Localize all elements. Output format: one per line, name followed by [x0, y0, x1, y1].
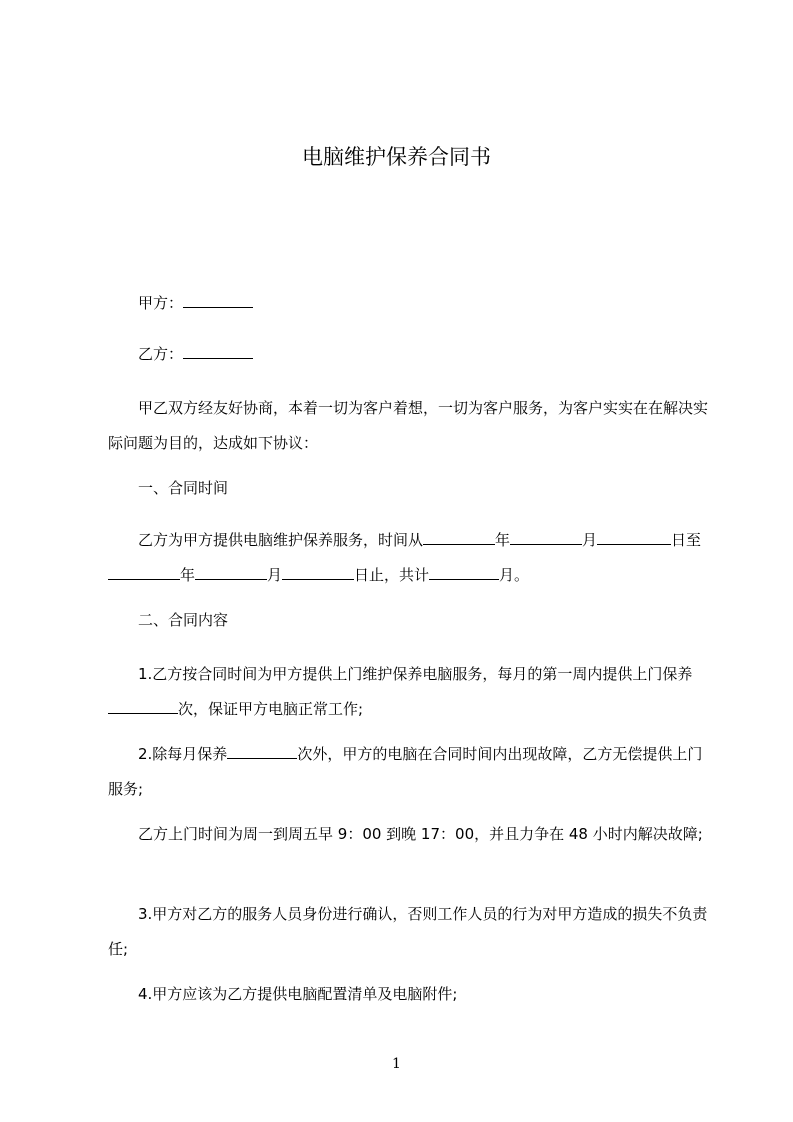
- start-month-blank[interactable]: [510, 530, 582, 545]
- page-number: 1: [392, 1056, 401, 1072]
- section1-paragraph: [108, 523, 708, 593]
- total-months-blank[interactable]: [429, 565, 499, 580]
- month-end-text: 月。: [499, 566, 530, 584]
- service-hours-paragraph: 乙方上门时间为周一到周五早 9：00 到晚 17：00，并且力争在 48 小时内解决故障;: [138, 825, 703, 843]
- item1-text-start: 1.乙方按合同时间为甲方提供上门维护保养电脑服务，每月的第一周内提供上门保养: [138, 665, 693, 683]
- end-day-blank[interactable]: [282, 565, 354, 580]
- month-unit-2: 月: [267, 566, 283, 584]
- total-text: 日止，共计: [354, 566, 430, 584]
- document-title: 电脑维护保养合同书: [302, 145, 491, 169]
- end-month-blank[interactable]: [195, 565, 267, 580]
- end-year-blank[interactable]: [108, 565, 180, 580]
- item1-paragraph: [108, 657, 708, 727]
- maintenance-count-blank[interactable]: [108, 699, 178, 714]
- item2-text-end: 次外，甲方的电脑在合同时间内出现故障，乙方无偿提供上门服务;: [108, 745, 703, 798]
- party-a-blank[interactable]: [183, 293, 253, 308]
- item1-text-end: 次，保证甲方电脑正常工作;: [178, 700, 364, 718]
- year-unit-2: 年: [180, 566, 196, 584]
- intro-paragraph: 甲乙双方经友好协商，本着一切为客户着想，一切为客户服务，为客户实实在在解决实际问题为目的，达成如下协议：: [108, 399, 709, 452]
- month-unit: 月: [582, 531, 598, 549]
- year-unit: 年: [495, 531, 511, 549]
- item4-paragraph: 4.甲方应该为乙方提供电脑配置清单及电脑附件;: [138, 985, 458, 1003]
- start-day-blank[interactable]: [597, 530, 671, 545]
- item2-paragraph: [108, 737, 708, 807]
- monthly-maintenance-blank[interactable]: [227, 744, 297, 759]
- section1-heading: 一、合同时间: [138, 479, 229, 497]
- party-a-line: [108, 286, 708, 321]
- start-year-blank[interactable]: [423, 530, 495, 545]
- item2-text-start: 2.除每月保养: [138, 745, 228, 763]
- section1-text-start: 乙方为甲方提供电脑维护保养服务，时间从: [138, 531, 424, 549]
- day-to-text: 日至: [671, 531, 702, 549]
- section2-heading: 二、合同内容: [138, 611, 229, 629]
- party-b-blank[interactable]: [183, 344, 253, 359]
- party-a-label: 甲方：: [138, 294, 184, 312]
- party-b-line: [108, 337, 708, 372]
- party-b-label: 乙方：: [138, 345, 184, 363]
- item3-paragraph: 3.甲方对乙方的服务人员身份进行确认，否则工作人员的行为对甲方造成的损失不负责任;: [108, 905, 708, 958]
